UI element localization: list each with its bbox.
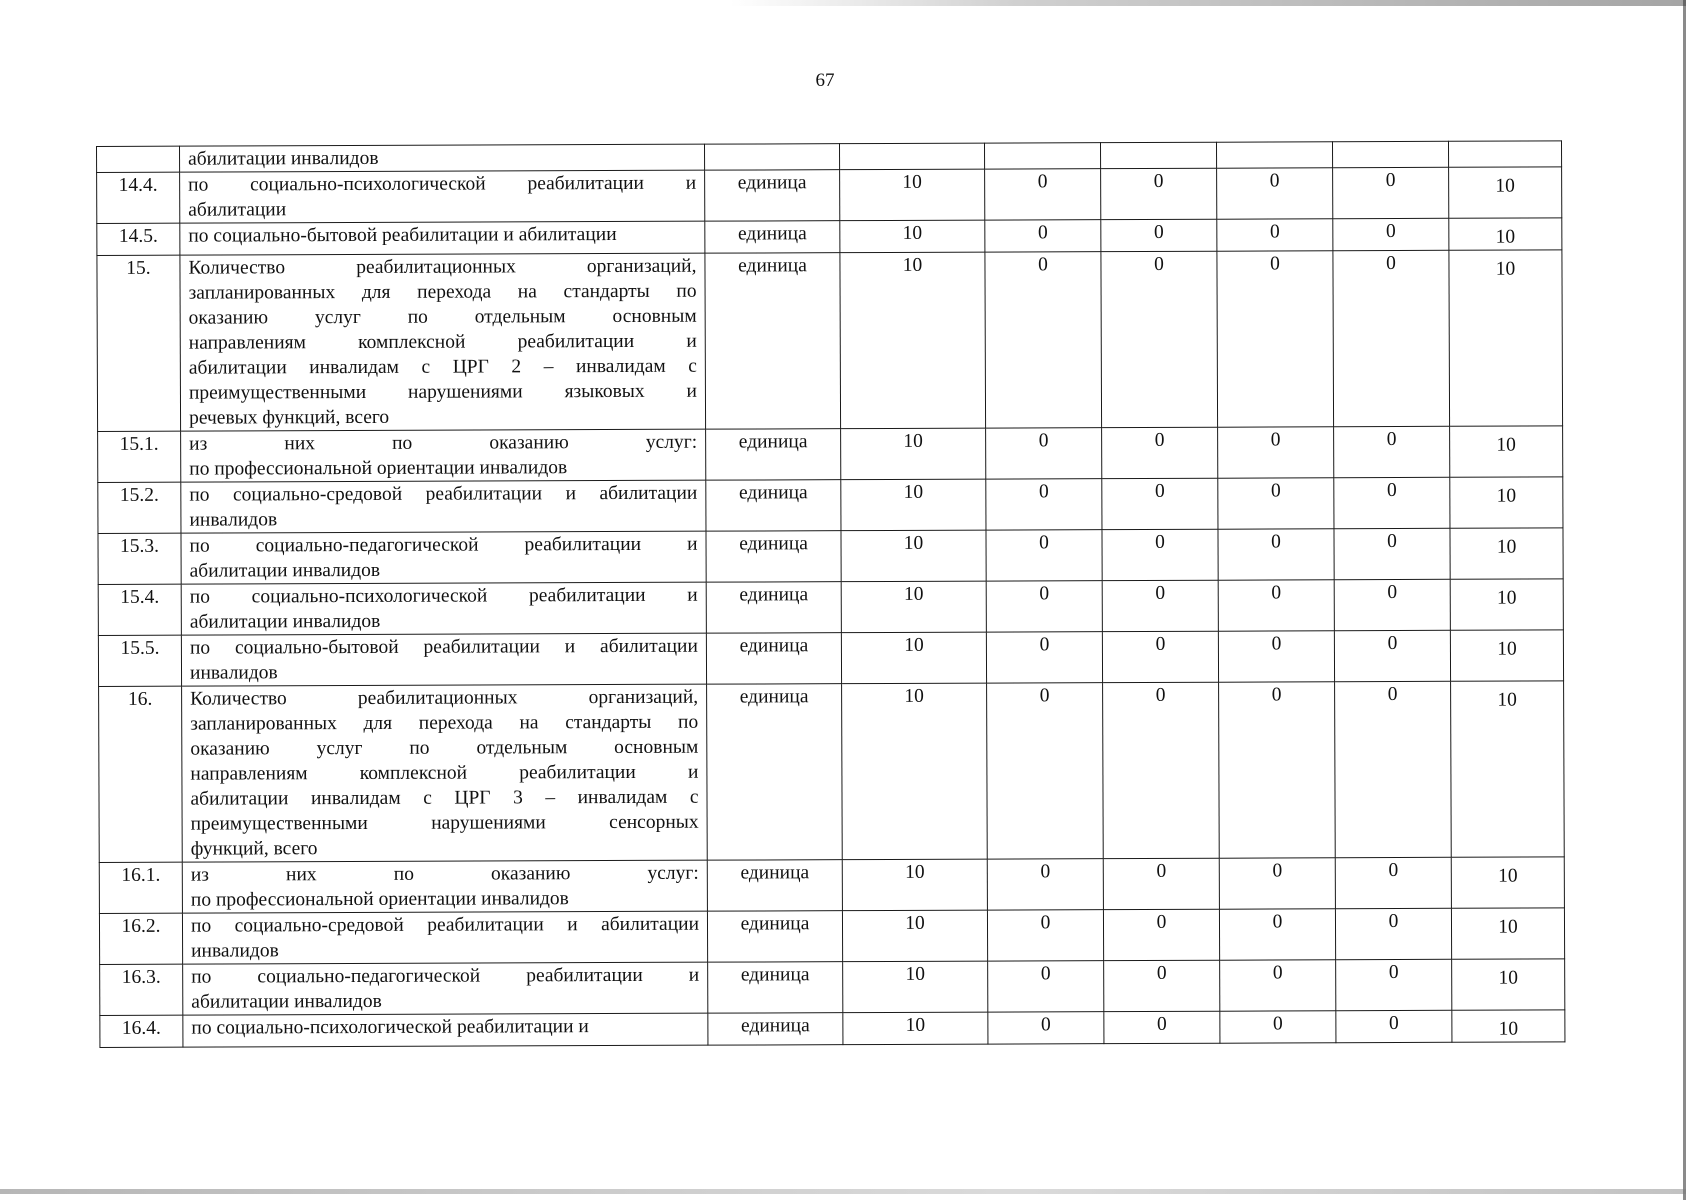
row-unit-cell: единица — [708, 962, 843, 1014]
row-value-cell: 0 — [986, 581, 1102, 632]
row-value-cell: 0 — [1219, 858, 1335, 909]
row-name-line: направлениям комплексной реабилитации и — [190, 761, 699, 785]
row-number-cell: 16.1. — [99, 862, 182, 913]
row-number-cell: 15.5. — [98, 635, 181, 686]
row-name-cell — [181, 429, 706, 482]
row-unit-cell: единица — [706, 633, 841, 685]
row-name-line: из них по оказанию услуг: — [189, 431, 698, 455]
row-name-cell — [181, 633, 706, 686]
row-unit-cell: единица — [705, 221, 840, 254]
row-unit-cell: единица — [706, 429, 841, 481]
row-name-line: по социально-средовой реабилитации и абилитации — [190, 913, 700, 937]
row-name-line: инвалидов — [191, 940, 279, 962]
row-value-cell: 0 — [1104, 960, 1220, 1011]
row-name-line: Количество реабилитационных организаций, — [188, 255, 697, 279]
row-number-cell: 15.2. — [98, 482, 181, 533]
row-total-cell: 10 — [1451, 908, 1564, 959]
row-total-cell: 10 — [1450, 630, 1563, 681]
row-value-cell: 0 — [985, 252, 1102, 428]
row-value-cell: 0 — [985, 220, 1101, 252]
row-name-cell — [183, 962, 708, 1015]
row-total-cell: 10 — [1450, 426, 1563, 477]
row-value-cell: 0 — [1220, 1011, 1336, 1043]
row-number-cell: 15.3. — [98, 533, 181, 584]
table-row — [98, 477, 1563, 534]
table-row — [98, 528, 1563, 585]
row-value-cell — [1332, 141, 1448, 167]
row-value-cell: 10 — [842, 910, 987, 962]
row-name-line: по социально-средовой реабилитации и абилитации — [189, 482, 698, 506]
scan-edge-top — [730, 0, 1686, 6]
table-row — [100, 1010, 1565, 1048]
row-total-cell: 10 — [1450, 579, 1563, 630]
row-value-cell: 0 — [1101, 219, 1217, 251]
row-value-cell: 10 — [841, 479, 986, 531]
row-value-cell: 0 — [1102, 580, 1218, 631]
row-name-line: инвалидов — [189, 509, 278, 531]
row-number-cell: 14.4. — [97, 172, 180, 223]
row-value-cell: 0 — [1218, 631, 1334, 682]
row-name-line: по социально-психологической реабилитации и — [191, 1016, 589, 1039]
row-total-cell: 10 — [1451, 681, 1565, 857]
table-body — [97, 141, 1565, 1048]
indicator-table — [96, 140, 1565, 1048]
row-name-line: по социально-педагогической реабилитации и — [189, 533, 698, 557]
row-value-cell: 0 — [986, 428, 1102, 479]
row-value-cell: 0 — [1217, 168, 1333, 219]
row-number-cell: 16. — [99, 686, 183, 862]
row-name-cell — [180, 221, 705, 255]
row-name-line: преимущественными нарушениями сенсорных — [190, 811, 699, 835]
row-value-cell: 0 — [1333, 250, 1450, 426]
row-value-cell: 0 — [1335, 857, 1451, 908]
row-name-line: по социально-бытовой реабилитации и абилитации — [188, 224, 617, 247]
row-name-line: по профессиональной ориентации инвалидов — [189, 457, 568, 480]
scan-edge-bottom — [0, 1189, 1686, 1194]
row-value-cell: 10 — [841, 530, 986, 582]
table-row — [98, 630, 1563, 687]
row-value-cell: 0 — [987, 859, 1103, 910]
row-value-cell: 0 — [1102, 631, 1218, 682]
table-row — [98, 579, 1563, 636]
row-unit-cell: единица — [706, 582, 841, 634]
row-value-cell: 0 — [1336, 1010, 1452, 1042]
row-value-cell: 0 — [1104, 1011, 1220, 1043]
row-value-cell: 0 — [1102, 529, 1218, 580]
table-row — [97, 250, 1563, 432]
row-name-line: абилитации инвалидов — [189, 610, 381, 633]
table-row — [99, 857, 1564, 914]
row-value-cell: 0 — [1218, 580, 1334, 631]
row-name-line: Количество реабилитационных организаций, — [190, 686, 699, 710]
row-value-cell: 0 — [1218, 529, 1334, 580]
row-unit-cell: единица — [705, 170, 840, 222]
row-total-cell: 10 — [1449, 167, 1562, 218]
row-value-cell: 0 — [986, 479, 1102, 530]
row-value-cell: 0 — [1334, 630, 1450, 681]
row-value-cell: 0 — [1335, 908, 1451, 959]
table-row — [100, 959, 1565, 1016]
row-unit-cell: единица — [705, 253, 841, 430]
row-number-cell: 16.2. — [99, 913, 182, 964]
row-total-cell: 10 — [1452, 959, 1565, 1010]
table-row — [97, 167, 1562, 224]
row-name-line: абилитации инвалидам с ЦРГ 3 – инвалидам с — [190, 786, 699, 810]
row-name-cell — [180, 170, 705, 223]
row-name-cell — [183, 1013, 708, 1047]
row-value-cell: 0 — [1334, 426, 1450, 477]
row-value-cell: 0 — [988, 961, 1104, 1012]
row-total-cell: 10 — [1451, 857, 1564, 908]
row-number-cell: 16.3. — [100, 964, 183, 1015]
row-name-line: по социально-педагогической реабилитации и — [191, 964, 700, 988]
row-name-line: преимущественными нарушениями языковых и — [188, 380, 697, 404]
row-number-cell: 15.4. — [98, 584, 181, 635]
row-name-cell — [182, 860, 707, 913]
row-value-cell: 0 — [1102, 427, 1218, 478]
row-value-cell: 0 — [1333, 218, 1449, 250]
row-name-cell — [180, 144, 705, 172]
row-value-cell: 10 — [840, 252, 986, 429]
row-name-line: по профессиональной ориентации инвалидов — [190, 888, 569, 911]
row-name-line: инвалидов — [189, 662, 278, 684]
row-name-line: абилитации инвалидов — [188, 147, 379, 170]
row-unit-cell: единица — [707, 684, 843, 861]
row-value-cell: 0 — [1102, 478, 1218, 529]
row-name-line: из них по оказанию услуг: — [190, 862, 699, 886]
row-name-line: по социально-бытовой реабилитации и абилитации — [189, 635, 698, 659]
row-value-cell: 0 — [1334, 528, 1450, 579]
row-value-cell — [839, 143, 984, 170]
row-name-cell — [180, 253, 706, 431]
row-value-cell: 0 — [1334, 477, 1450, 528]
row-unit-cell — [704, 144, 839, 171]
row-number-cell — [97, 146, 180, 172]
row-name-cell — [182, 911, 707, 964]
page-number: 67 — [815, 70, 835, 91]
row-name-line: абилитации инвалидов — [191, 990, 382, 1013]
row-value-cell: 0 — [987, 683, 1104, 859]
row-unit-cell: единица — [706, 531, 841, 583]
row-total-cell: 10 — [1450, 477, 1563, 528]
row-value-cell — [984, 143, 1100, 169]
row-total-cell: 10 — [1450, 528, 1563, 579]
row-name-cell — [181, 582, 706, 635]
table-row — [98, 426, 1563, 483]
row-name-cell — [181, 480, 706, 533]
row-value-cell: 10 — [841, 632, 986, 684]
table-row — [99, 681, 1565, 863]
row-value-cell: 0 — [1101, 251, 1218, 427]
row-value-cell: 0 — [1335, 681, 1452, 857]
row-value-cell: 0 — [986, 530, 1102, 581]
row-value-cell: 10 — [841, 581, 986, 633]
row-total-cell: 10 — [1449, 250, 1563, 426]
row-total-cell: 10 — [1449, 218, 1562, 250]
row-number-cell: 14.5. — [97, 223, 180, 255]
row-value-cell: 0 — [1219, 909, 1335, 960]
row-name-line: абилитации инвалидам с ЦРГ 2 – инвалидам с — [188, 355, 697, 379]
row-name-line: абилитации — [188, 199, 287, 221]
row-value-cell: 10 — [842, 683, 988, 860]
row-value-cell: 10 — [843, 1012, 988, 1045]
row-name-line: оказанию услуг по отдельным основным — [190, 736, 699, 760]
row-value-cell: 0 — [987, 910, 1103, 961]
row-value-cell: 0 — [1219, 682, 1336, 858]
row-value-cell: 0 — [1218, 478, 1334, 529]
row-name-line: запланированных для перехода на стандарты по — [190, 711, 699, 735]
row-name-line: направлениям комплексной реабилитации и — [188, 330, 697, 354]
row-value-cell: 0 — [986, 632, 1102, 683]
row-name-cell — [181, 531, 706, 584]
row-total-cell — [1448, 141, 1561, 167]
row-value-cell: 10 — [842, 859, 987, 911]
row-value-cell: 0 — [1103, 682, 1220, 858]
row-number-cell: 15. — [97, 255, 181, 431]
row-value-cell: 0 — [1334, 579, 1450, 630]
row-value-cell: 0 — [1220, 960, 1336, 1011]
table-row — [99, 908, 1564, 965]
row-value-cell: 0 — [1103, 858, 1219, 909]
row-number-cell: 16.4. — [100, 1015, 183, 1047]
row-value-cell: 10 — [840, 169, 985, 221]
row-unit-cell: единица — [706, 480, 841, 532]
row-value-cell — [1216, 142, 1332, 168]
row-name-line: функций, всего — [190, 838, 318, 860]
row-name-line: запланированных для перехода на стандарты по — [188, 280, 697, 304]
row-name-line: по социально-психологической реабилитации и — [189, 584, 698, 608]
row-value-cell: 0 — [1103, 909, 1219, 960]
row-name-line: речевых функций, всего — [189, 406, 390, 429]
row-value-cell: 0 — [1333, 167, 1449, 218]
row-unit-cell: единица — [708, 1013, 843, 1046]
row-total-cell: 10 — [1452, 1010, 1565, 1042]
row-value-cell: 0 — [1218, 427, 1334, 478]
row-value-cell: 10 — [841, 428, 986, 480]
row-value-cell: 10 — [843, 961, 988, 1013]
row-value-cell: 0 — [1101, 168, 1217, 219]
row-value-cell: 0 — [1336, 959, 1452, 1010]
row-unit-cell: единица — [707, 911, 842, 963]
row-value-cell: 0 — [1217, 251, 1334, 427]
row-unit-cell: единица — [707, 860, 842, 912]
row-name-line: абилитации инвалидов — [189, 559, 381, 582]
row-name-line: по социально-психологической реабилитации и — [188, 172, 697, 196]
row-value-cell — [1100, 142, 1216, 168]
row-name-line: оказанию услуг по отдельным основным — [188, 305, 697, 329]
row-value-cell: 0 — [988, 1012, 1104, 1044]
row-name-cell — [182, 684, 708, 862]
row-value-cell: 0 — [1217, 219, 1333, 251]
row-value-cell: 0 — [985, 169, 1101, 220]
row-value-cell: 10 — [840, 220, 985, 253]
row-number-cell: 15.1. — [98, 431, 181, 482]
